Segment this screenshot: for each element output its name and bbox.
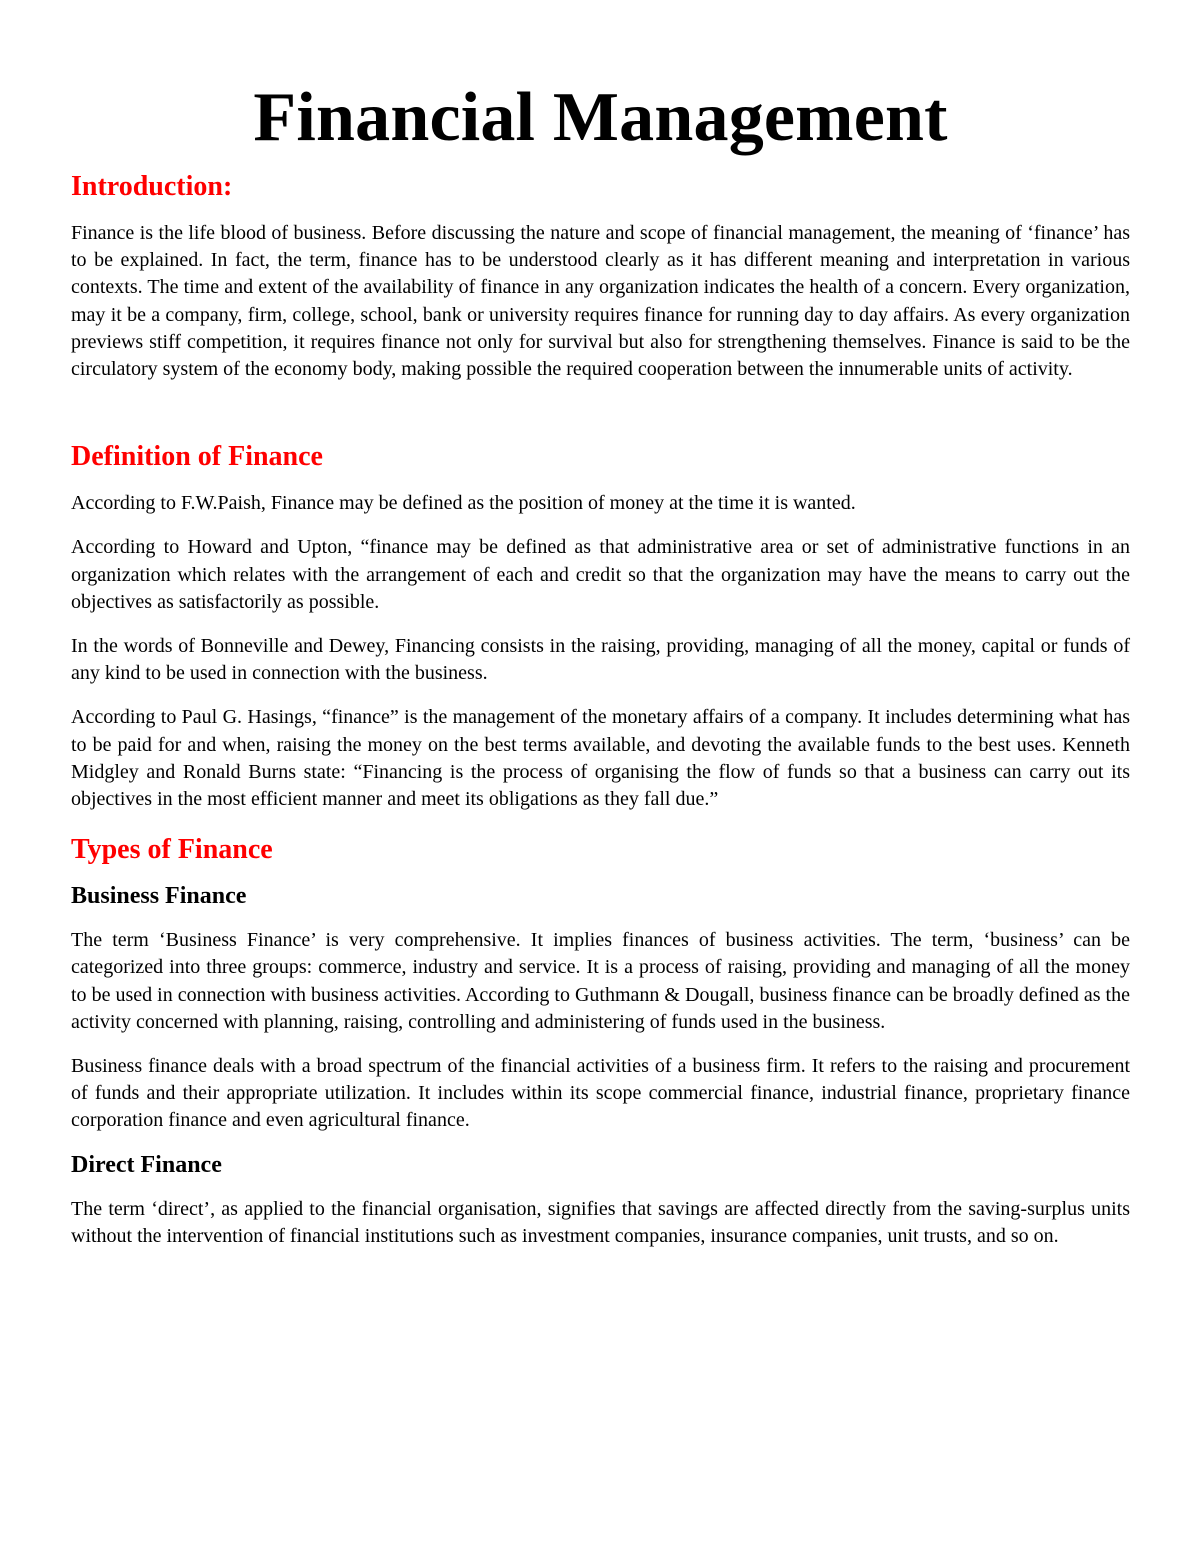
section-heading-definition: Definition of Finance — [71, 441, 323, 473]
definition-paragraph-paish: According to F.W.Paish, Finance may be defined as the position of money at the time it is wanted. — [71, 492, 856, 515]
introduction-paragraph: Finance is the life blood of business. Before discussing the nature and scope of financial management, the meaning of ‘finance’ has to be explained. In fact, the term, finance has to be understood clearly as it has different meaning and interpretation in various contexts. The time and extent of the availability of finance in any organization indicates the health of a concern. Every organization, may it be a company, firm, college, school, bank or university requires finance for running day to day affairs. As every organization previews stiff competition, it requires finance not only for survival but also for strengthening themselves. Finance is said to be the circulatory system of the economy body, making possible the required cooperation between the innumerable units of activity. — [71, 222, 1130, 381]
business-finance-paragraph-1: The term ‘Business Finance’ is very comprehensive. It implies finances of business activities. The term, ‘business’ can be categorized into three groups: commerce, industry and service. It is a process of raising, providing and managing of all the money to be used in connection with business activities. According to Guthmann & Dougall, business finance can be broadly defined as the activity concerned with planning, raising, controlling and administering of funds used in the business. — [71, 929, 1130, 1033]
section-heading-types: Types of Finance — [71, 834, 273, 866]
definition-paragraph-howard-upton: According to Howard and Upton, “finance may be defined as that administrative area or set of administrative functions in an organization which relates with the arrangement of each and credit so that the organization may have the means to carry out the objectives as satisfactorily as possible. — [71, 536, 1130, 613]
section-heading-introduction: Introduction: — [71, 171, 233, 202]
definition-paragraph-hasings: According to Paul G. Hasings, “finance” is the management of the monetary affairs of a company. It includes determining what has to be paid for and when, raising the money on the best terms available, and devoting the available funds to the best uses. Kenneth Midgley and Ronald Burns state: “Financing is the process of organising the flow of funds so that a business can carry out its objectives in the most efficient manner and meet its obligations as they fall due.” — [71, 706, 1130, 811]
subheading-business-finance: Business Finance — [71, 883, 247, 910]
subheading-direct-finance: Direct Finance — [71, 1151, 222, 1178]
business-finance-paragraph-2: Business finance deals with a broad spectrum of the financial activities of a business firm. It refers to the raising and procurement of funds and their appropriate utilization. It includes within its scope commercial finance, industrial finance, proprietary finance corporation finance and even agricultural finance. — [71, 1055, 1130, 1132]
definition-paragraph-bonneville-dewey: In the words of Bonneville and Dewey, Financing consists in the raising, providing, managing of all the money, capital or funds of any kind to be used in connection with the business. — [71, 635, 1130, 685]
direct-finance-paragraph: The term ‘direct’, as applied to the financial organisation, signifies that savings are affected directly from the saving-surplus units without the intervention of financial institutions such as investment companies, insurance companies, unit trusts, and so on. — [71, 1197, 1130, 1247]
document-title: Financial Management — [253, 79, 948, 156]
